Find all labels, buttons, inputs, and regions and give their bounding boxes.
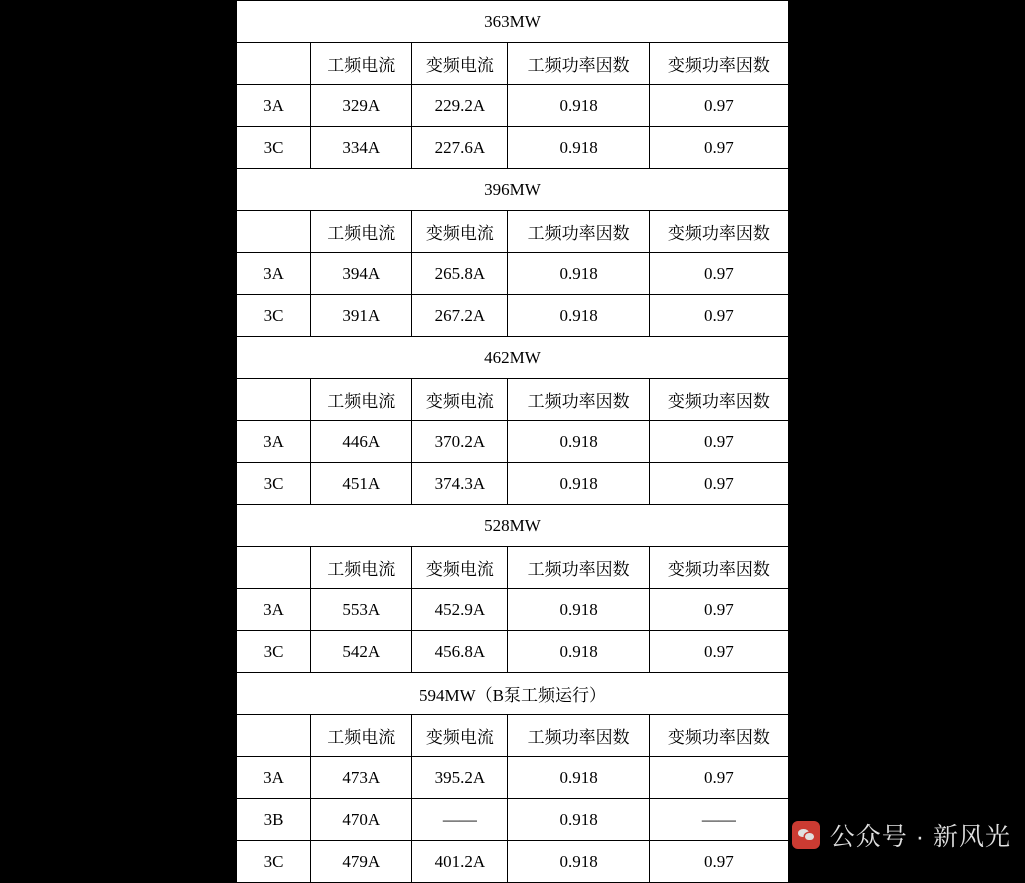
cell-gongpin-gonglv: 0.918 <box>508 295 649 337</box>
cell-gongpin-dianliu: 553A <box>311 589 412 631</box>
section-title-row <box>237 673 789 715</box>
cell-bianpin-dianliu: —— <box>412 799 508 841</box>
header-cell-gongpin-gonglv: 工频功率因数 <box>508 547 649 589</box>
table-row <box>237 463 789 505</box>
cell-bianpin-dianliu: 456.8A <box>412 631 508 673</box>
header-cell-gongpin-dianliu: 工频电流 <box>311 43 412 85</box>
cell-gongpin-gonglv: 0.918 <box>508 757 649 799</box>
cell-bianpin-dianliu: 374.3A <box>412 463 508 505</box>
cell-gongpin-gonglv: 0.918 <box>508 85 649 127</box>
cell-gongpin-dianliu: 470A <box>311 799 412 841</box>
header-cell-gongpin-gonglv: 工频功率因数 <box>508 43 649 85</box>
table-row <box>237 127 789 169</box>
cell-gongpin-dianliu: 542A <box>311 631 412 673</box>
header-cell-bianpin-dianliu: 变频电流 <box>412 715 508 757</box>
table-row <box>237 295 789 337</box>
cell-gongpin-dianliu: 334A <box>311 127 412 169</box>
table-row <box>237 85 789 127</box>
table-row <box>237 421 789 463</box>
cell-bianpin-gonglv: 0.97 <box>649 421 788 463</box>
section-title: 594MW（B泵工频运行） <box>237 673 789 715</box>
cell-gongpin-gonglv: 0.918 <box>508 253 649 295</box>
header-cell-bianpin-gonglv: 变频功率因数 <box>649 379 788 421</box>
table-row <box>237 757 789 799</box>
row-label: 3A <box>237 85 311 127</box>
row-label: 3C <box>237 631 311 673</box>
header-cell-bianpin-dianliu: 变频电流 <box>412 211 508 253</box>
wechat-icon <box>792 821 820 849</box>
table-row <box>237 589 789 631</box>
table-row <box>237 841 789 883</box>
cell-gongpin-gonglv: 0.918 <box>508 589 649 631</box>
cell-bianpin-gonglv: 0.97 <box>649 463 788 505</box>
header-cell-blank <box>237 379 311 421</box>
section-title: 363MW <box>237 1 789 43</box>
cell-gongpin-dianliu: 446A <box>311 421 412 463</box>
section-title-row <box>237 1 789 43</box>
header-cell-blank <box>237 715 311 757</box>
header-cell-gongpin-dianliu: 工频电流 <box>311 379 412 421</box>
section-title-row <box>237 505 789 547</box>
section-title-row <box>237 169 789 211</box>
header-cell-gongpin-gonglv: 工频功率因数 <box>508 211 649 253</box>
cell-bianpin-gonglv: 0.97 <box>649 127 788 169</box>
header-cell-bianpin-gonglv: 变频功率因数 <box>649 43 788 85</box>
section-title: 462MW <box>237 337 789 379</box>
column-header-row <box>237 547 789 589</box>
row-label: 3A <box>237 589 311 631</box>
cell-bianpin-dianliu: 395.2A <box>412 757 508 799</box>
row-label: 3C <box>237 295 311 337</box>
row-label: 3A <box>237 421 311 463</box>
column-header-row <box>237 379 789 421</box>
cell-gongpin-dianliu: 473A <box>311 757 412 799</box>
cell-gongpin-dianliu: 479A <box>311 841 412 883</box>
section-title: 396MW <box>237 169 789 211</box>
cell-bianpin-dianliu: 229.2A <box>412 85 508 127</box>
cell-gongpin-gonglv: 0.918 <box>508 631 649 673</box>
cell-gongpin-gonglv: 0.918 <box>508 127 649 169</box>
row-label: 3C <box>237 463 311 505</box>
row-label: 3C <box>237 841 311 883</box>
header-cell-bianpin-gonglv: 变频功率因数 <box>649 715 788 757</box>
header-cell-bianpin-gonglv: 变频功率因数 <box>649 211 788 253</box>
column-header-row <box>237 43 789 85</box>
cell-bianpin-gonglv: 0.97 <box>649 253 788 295</box>
header-cell-gongpin-dianliu: 工频电流 <box>311 547 412 589</box>
cell-gongpin-gonglv: 0.918 <box>508 421 649 463</box>
section-title: 528MW <box>237 505 789 547</box>
header-cell-blank <box>237 547 311 589</box>
watermark <box>792 817 1011 853</box>
cell-bianpin-gonglv: 0.97 <box>649 631 788 673</box>
table-row <box>237 631 789 673</box>
cell-gongpin-gonglv: 0.918 <box>508 463 649 505</box>
cell-bianpin-gonglv: 0.97 <box>649 295 788 337</box>
cell-bianpin-gonglv: 0.97 <box>649 757 788 799</box>
table-row <box>237 253 789 295</box>
row-label: 3B <box>237 799 311 841</box>
header-cell-bianpin-dianliu: 变频电流 <box>412 43 508 85</box>
section-title-row <box>237 337 789 379</box>
header-cell-bianpin-gonglv: 变频功率因数 <box>649 547 788 589</box>
header-cell-gongpin-gonglv: 工频功率因数 <box>508 379 649 421</box>
row-label: 3C <box>237 127 311 169</box>
column-header-row <box>237 211 789 253</box>
cell-bianpin-dianliu: 401.2A <box>412 841 508 883</box>
header-cell-gongpin-dianliu: 工频电流 <box>311 715 412 757</box>
header-cell-bianpin-dianliu: 变频电流 <box>412 547 508 589</box>
cell-bianpin-gonglv: 0.97 <box>649 85 788 127</box>
header-cell-blank <box>237 43 311 85</box>
cell-gongpin-gonglv: 0.918 <box>508 841 649 883</box>
cell-gongpin-dianliu: 329A <box>311 85 412 127</box>
row-label: 3A <box>237 253 311 295</box>
cell-bianpin-gonglv: 0.97 <box>649 841 788 883</box>
table-row <box>237 799 789 841</box>
header-cell-gongpin-dianliu: 工频电流 <box>311 211 412 253</box>
document-page <box>236 0 789 875</box>
cell-bianpin-dianliu: 452.9A <box>412 589 508 631</box>
watermark-text: 公众号 · 新风光 <box>829 823 1011 851</box>
row-label: 3A <box>237 757 311 799</box>
header-cell-gongpin-gonglv: 工频功率因数 <box>508 715 649 757</box>
cell-bianpin-dianliu: 267.2A <box>412 295 508 337</box>
cell-bianpin-dianliu: 370.2A <box>412 421 508 463</box>
header-cell-bianpin-dianliu: 变频电流 <box>412 379 508 421</box>
cell-bianpin-gonglv: —— <box>649 799 788 841</box>
cell-bianpin-dianliu: 227.6A <box>412 127 508 169</box>
column-header-row <box>237 715 789 757</box>
cell-gongpin-gonglv: 0.918 <box>508 799 649 841</box>
header-cell-blank <box>237 211 311 253</box>
cell-gongpin-dianliu: 391A <box>311 295 412 337</box>
cell-gongpin-dianliu: 451A <box>311 463 412 505</box>
measurement-table <box>236 0 789 883</box>
cell-gongpin-dianliu: 394A <box>311 253 412 295</box>
cell-bianpin-gonglv: 0.97 <box>649 589 788 631</box>
cell-bianpin-dianliu: 265.8A <box>412 253 508 295</box>
